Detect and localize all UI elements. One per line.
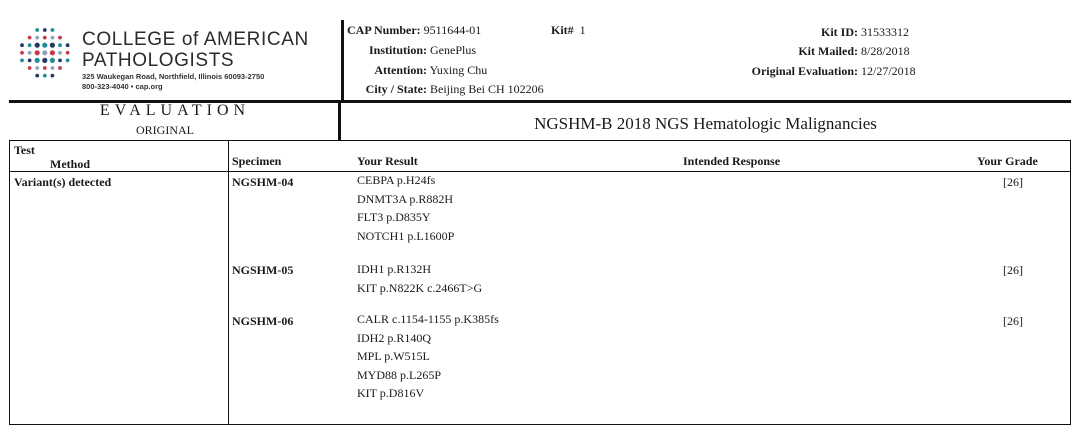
institution-value: GenePlus [430,43,476,57]
org-address [82,72,264,92]
logo-dot [35,43,40,48]
attention-label: Attention: [374,63,427,77]
org-name-line1: COLLEGE of AMERICAN [82,29,309,50]
table-right-border [1070,140,1071,425]
logo-dot [43,36,47,40]
result-item: FLT3 p.D835Y [357,210,431,224]
result-item: CALR c.1154-1155 p.K385fs [357,312,499,326]
logo-dot [51,66,55,70]
logo-dot [35,36,39,40]
cap-number-value: 9511644-01 [423,23,482,37]
test-column-divider [228,140,229,425]
logo-dot [58,36,62,40]
specimen-grade: [26] [1003,175,1023,189]
cap-logo-icon [18,26,72,80]
result-item: NOTCH1 p.L1600P [357,228,455,243]
org-name [82,29,309,71]
logo-dot [28,43,32,47]
original-evaluation-row [700,61,916,81]
logo-dot [42,43,47,48]
evaluation-title: EVALUATION [99,102,251,119]
col-header-specimen: Specimen [232,154,282,168]
logo-dot [28,51,32,55]
kit-label: Kit# [551,23,574,37]
city-value: Beijing Bei CH 102206 [430,82,544,96]
header-bottom-rule [9,171,1071,172]
attention-value: Yuxing Chu [429,63,488,77]
logo-dot [43,74,47,78]
logo-dot [20,51,24,55]
logo-dot [28,36,32,40]
col-header-intended-response: Intended Response [683,154,781,168]
org-contact-line: 800-323-4040 • cap.org [82,82,163,91]
result-item: KIT p.D816V [357,386,425,400]
result-item: CEBPA p.H24fs [357,173,436,187]
col-header-your-grade: Your Grade [977,154,1038,168]
table-bottom-border [9,424,1071,425]
cap-number-row [347,20,481,40]
header-divider [341,20,344,100]
logo-dot [58,51,62,55]
specimen-grade: [26] [1003,263,1023,277]
kit-value: 1 [579,23,586,37]
logo-dot [28,66,32,70]
result-item: IDH2 p.R140Q [357,330,431,345]
result-item: MPL p.W515L [357,349,430,363]
table-left-border [9,140,10,425]
specimen-id: NGSHM-06 [232,314,294,328]
logo-dot [35,66,39,70]
original-evaluation-value: 12/27/2018 [861,64,916,78]
logo-dot [50,58,55,63]
kit-id-label: Kit ID: [821,25,858,39]
specimen-id: NGSHM-04 [232,175,294,189]
col-header-your-result: Your Result [357,154,418,168]
logo-dot [51,28,55,32]
city-label: City / State: [365,82,427,96]
specimen-results [357,171,454,245]
logo-dot [20,43,24,47]
logo-dot [50,43,55,48]
logo-dot [66,59,70,63]
test-name: Variant(s) detected [14,175,112,189]
cap-number-label: CAP Number: [347,23,421,37]
logo-dot [35,74,39,78]
logo-dot [51,36,55,40]
institution-label: Institution: [368,43,427,57]
kit-mailed-row [700,41,910,61]
original-evaluation-label: Original Evaluation: [751,64,858,78]
logo-dot [58,43,62,47]
specimen-grade: [26] [1003,314,1023,328]
logo-dot [20,59,24,63]
evaluation-subtitle: ORIGINAL [136,123,194,137]
kit-mailed-value: 8/28/2018 [861,44,910,58]
institution-row [347,40,476,60]
table-top-rule [9,140,1071,141]
specimen-id: NGSHM-05 [232,263,294,277]
result-item: MYD88 p.L265P [357,367,442,382]
kit-id-value: 31533312 [861,25,909,39]
logo-dot [50,50,55,55]
logo-dot [43,28,47,32]
kit-mailed-label: Kit Mailed: [798,44,858,58]
col-header-test: Test [14,143,35,157]
kit-row [551,20,586,40]
logo-dot [66,51,70,55]
org-address-line: 325 Waukegan Road, Northfield, Illinois 60093-2750 [82,72,265,81]
attention-row [347,60,487,80]
result-item: IDH1 p.R132H [357,262,431,276]
logo-dot [42,58,47,63]
program-title: NGSHM-B 2018 NGS Hematologic Malignancies [534,114,877,133]
logo-dot [42,50,47,55]
specimen-results [357,310,499,403]
logo-dot [51,74,55,78]
logo-dot [66,43,70,47]
result-item: DNMT3A p.R882H [357,191,454,206]
logo-dot [43,66,47,70]
logo-dot [35,58,40,63]
result-item: KIT p.N822K c.2466T>G [357,280,483,295]
col-header-method: Method [50,157,90,171]
specimen-results [357,260,482,297]
logo-dot [35,28,39,32]
city-row [347,79,544,99]
org-name-line2: PATHOLOGISTS [82,50,235,71]
logo-dot [58,66,62,70]
logo-dot [58,59,62,63]
kit-id-row [700,22,909,42]
logo-dot [28,59,32,63]
logo-dot [35,50,40,55]
